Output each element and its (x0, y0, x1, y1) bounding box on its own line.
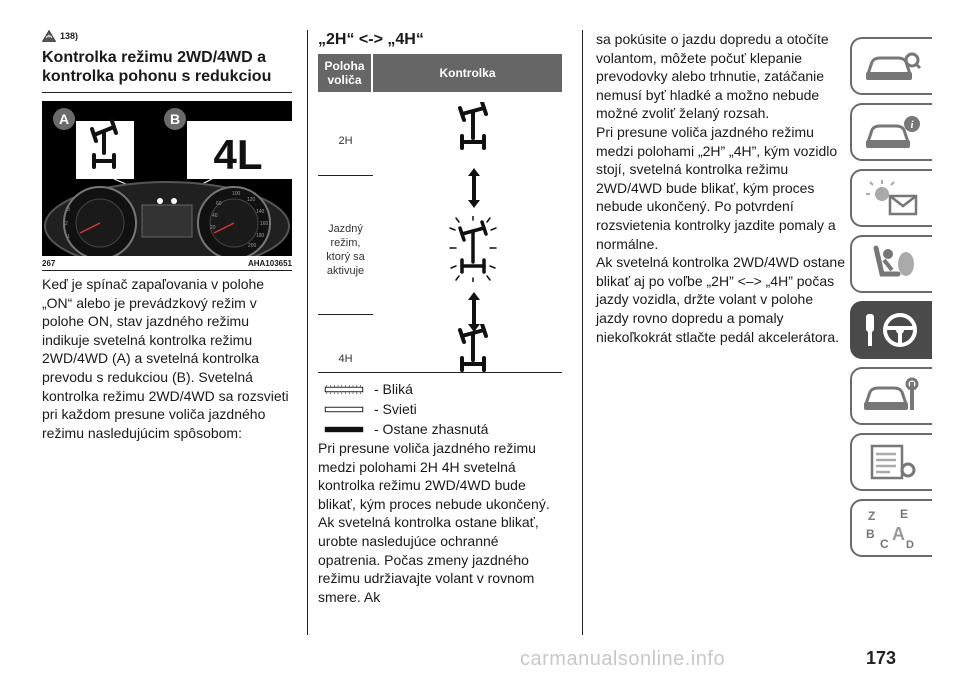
legend-item (318, 379, 562, 399)
warning-triangle-icon (42, 30, 56, 42)
heading-rule (42, 92, 292, 93)
car-search-icon (862, 46, 922, 86)
section-subheading: „2H“ <-> „4H“ (318, 31, 424, 48)
svg-text:1: 1 (67, 234, 70, 240)
svg-text:A: A (892, 524, 905, 544)
svg-text:Z: Z (868, 509, 876, 523)
svg-text:120: 120 (247, 197, 256, 203)
intro-paragraph: Keď je spínač zapaľovania v polohe „ON“ alebo je prevádzkový režim v polohe ON, stav jazdného režimu indikuje svetelná kontrolka režimu 2WD/4WD (A) a svetelná kontrolka prevodu s redukciou (B). Svetelná kontrolka režimu 2WD/4WD sa rozsvieti pri každom presune voliča jazdného režimu nasledujúcim spôsobom: (42, 276, 289, 441)
svg-text:C: C (880, 537, 889, 550)
section-heading: Kontrolka režimu 2WD/4WD a kontrolka pohonu s redukciou (42, 49, 272, 85)
legend-item (318, 419, 562, 439)
tab-specifications[interactable] (850, 433, 932, 491)
svg-text:E: E (900, 507, 909, 521)
4wd-blinking-indicator-icon (448, 216, 498, 282)
legend (318, 379, 562, 439)
dashboard-photo (42, 101, 292, 256)
table-row-position: 4H (338, 353, 353, 365)
seat-airbag-icon (862, 244, 922, 284)
specifications-icon (862, 442, 922, 482)
svg-text:100: 100 (232, 191, 241, 197)
car-service-icon (862, 376, 922, 416)
alphabetical-index-icon (862, 506, 922, 550)
car-info-icon (862, 112, 922, 152)
svg-text:160: 160 (260, 221, 269, 227)
instrument-cluster-image (42, 101, 292, 256)
lit-legend-icon (318, 405, 370, 414)
key-steering-wheel-icon (862, 308, 922, 352)
tab-safety[interactable] (850, 235, 932, 293)
column-divider-2 (582, 30, 583, 635)
svg-text:D: D (906, 539, 914, 550)
svg-text:200: 200 (248, 243, 257, 249)
body-paragraph-1: sa pokúsite o jazdu dopredu a otočíte volantom, môžete počuť klepanie prevodovky alebo trhnutie, zatáčanie nemusí byť hladké a možno nebude možné zvoliť želaný rozsah. (596, 31, 829, 122)
tab-index[interactable] (850, 499, 932, 557)
off-legend-icon (318, 425, 370, 434)
legend-item (318, 399, 562, 419)
table-row-position: Jazdný režim, ktorý sa aktivuje (326, 223, 365, 277)
warning-reference (42, 30, 292, 42)
blinking-legend-icon (318, 385, 370, 394)
legend-label: - Ostane zhasnutá (374, 421, 489, 437)
indicator-table (318, 92, 562, 373)
4wd-indicator-icon (456, 324, 492, 372)
right-column (596, 30, 846, 346)
svg-text:B: B (866, 527, 875, 541)
svg-text:B: B (169, 111, 181, 127)
middle-column (318, 30, 562, 606)
left-column (42, 30, 292, 442)
2wd-indicator-icon (456, 102, 490, 150)
body-paragraph-2: Pri presune voliča jazdného režimu medzi polohami „2H” „4H”, kým vozidlo stojí, svetelná kontrolka režimu 2WD/4WD bude blikať, kým proces nebude ukončený. Po potvrdení rozsvietenia kontrolky jazdite pomaly a normálne. (596, 123, 838, 252)
tab-vehicle-overview[interactable] (850, 37, 932, 95)
figure-number: 267 (42, 259, 56, 268)
tab-service[interactable] (850, 367, 932, 425)
svg-text:i: i (910, 119, 914, 131)
table-header (318, 54, 562, 92)
double-arrow-icon (468, 168, 480, 208)
svg-text:4L: 4L (213, 131, 263, 178)
svg-text:3: 3 (67, 207, 70, 213)
tab-vehicle-info[interactable] (850, 103, 932, 161)
tab-warning-lights[interactable] (850, 169, 932, 227)
row-divider (318, 175, 373, 176)
table-row-position: 2H (338, 135, 353, 147)
page-number: 173 (866, 648, 897, 668)
warning-ref-number: 138) (60, 31, 79, 41)
body-paragraph-3: Ak svetelná kontrolka 2WD/4WD ostane blikať aj po voľbe „2H” <–> „4H” počas jazdy vozidla, držte volant v polohe jazdy rovno dopredu a pomaly niekoľkokrát stlačte pedál akcelerátora. (596, 254, 845, 345)
legend-label: - Bliká (374, 381, 413, 397)
caption-rule (42, 270, 292, 271)
chapter-tabs (850, 37, 932, 565)
svg-text:140: 140 (256, 209, 265, 215)
row-divider (318, 314, 373, 315)
svg-text:60: 60 (216, 201, 222, 207)
tab-starting-driving[interactable] (850, 301, 932, 359)
svg-text:180: 180 (256, 233, 265, 239)
watermark: carmanualsonline.info (520, 648, 726, 670)
legend-label: - Svieti (374, 401, 417, 417)
warning-light-message-icon (862, 178, 922, 218)
table-header-position: Poloha voliča (318, 54, 373, 92)
svg-text:20: 20 (210, 225, 216, 231)
figure-code: AHA103651 (247, 259, 292, 268)
figure-caption (42, 259, 292, 268)
svg-text:A: A (58, 111, 70, 127)
column-divider-1 (307, 30, 308, 635)
svg-text:40: 40 (212, 213, 218, 219)
body-paragraph: Pri presune voliča jazdného režimu medzi polohami 2H 4H svetelná kontrolka režimu 2WD/4WD bude blikať, kým proces nebude ukončený. Ak svetelná kontrolka ostane blikať, urobte nasledujúce ochranné opatrenia. Počas zmeny jazdného režimu udržiavajte volant v rovnom smere. Ak (318, 440, 550, 605)
table-header-indicator: Kontrolka (373, 54, 562, 92)
svg-text:2: 2 (65, 221, 68, 227)
